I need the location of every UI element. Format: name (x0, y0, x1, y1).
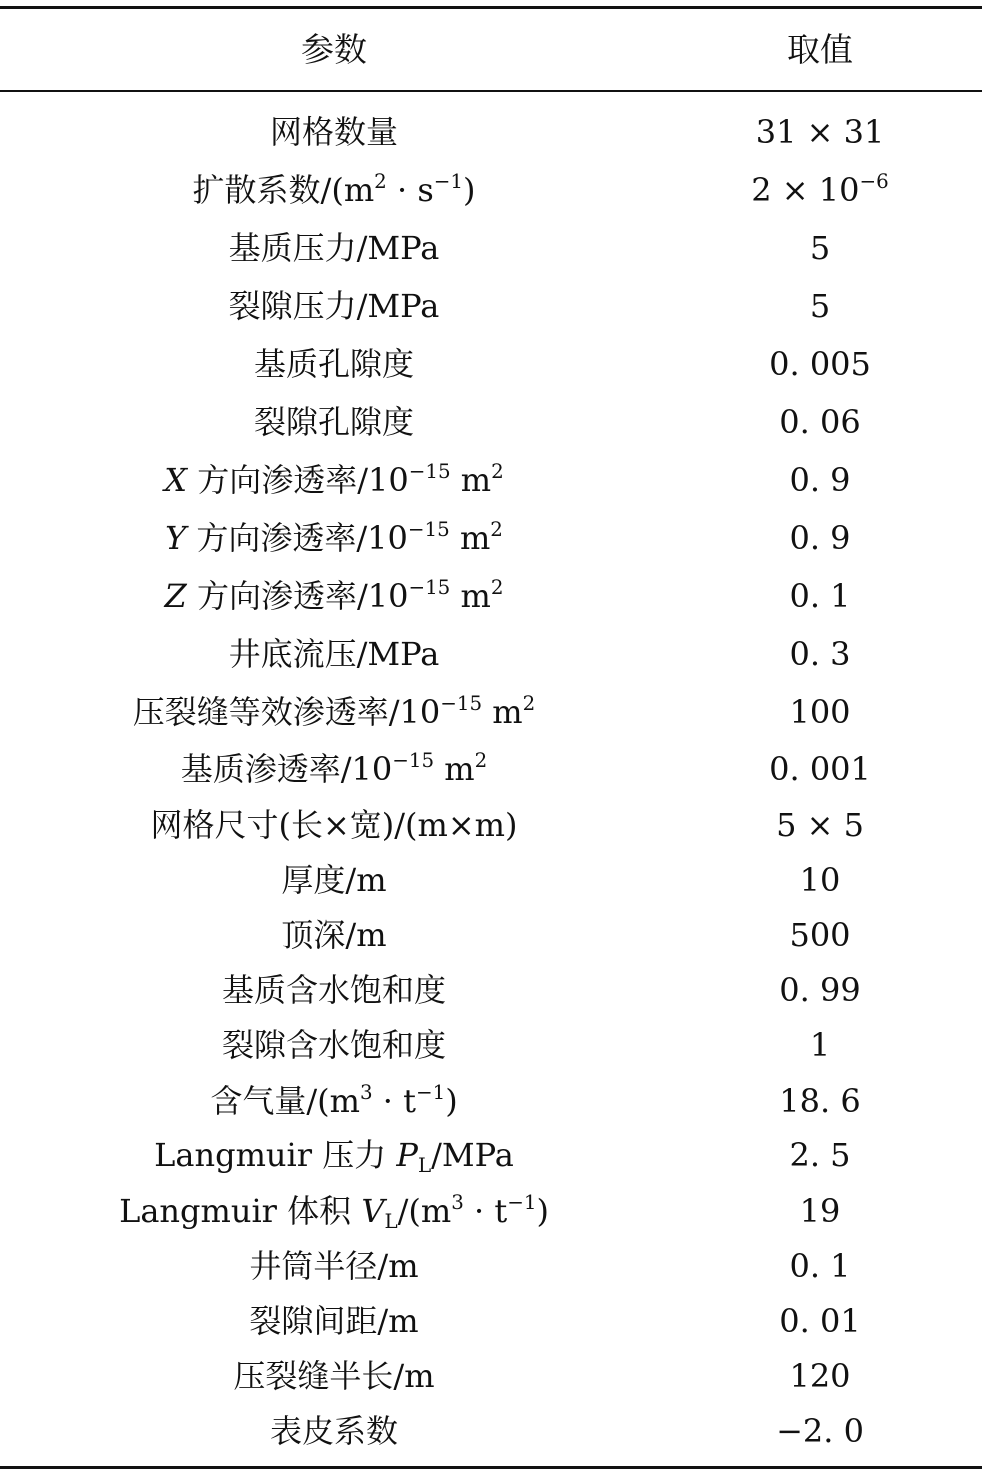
row-1-param-pre: 扩散系数/(m (192, 171, 375, 209)
row-18-value: 2. 5 (789, 1136, 851, 1174)
row-17-param (60, 1081, 608, 1121)
row-6-param-sup2: 2 (491, 460, 504, 484)
row-17-param-sup1: 3 (359, 1081, 373, 1105)
row-1-value-sup: −6 (859, 170, 889, 194)
row-6-param-var: X (164, 461, 188, 499)
header-value: 取值 (787, 30, 853, 69)
row-18-param (60, 1135, 608, 1175)
row-4-value: 0. 005 (769, 345, 871, 383)
row-19-param-var: V (361, 1192, 385, 1230)
row-17-param-mid: · t (372, 1082, 416, 1120)
row-19-value: 19 (799, 1192, 841, 1230)
row-10-param-pre: 压裂缝等效渗透率/10 (132, 693, 441, 731)
row-13-param: 厚度/m (281, 861, 387, 899)
row-7-param-mid: m (449, 519, 491, 557)
row-3-value: 5 (809, 287, 831, 325)
row-8-param-sup2: 2 (490, 576, 504, 600)
row-12-value: 5 × 5 (776, 806, 864, 844)
row-8-param-mid: m (450, 577, 491, 615)
row-16-value: 1 (809, 1026, 831, 1064)
row-0-value: 31 × 31 (755, 113, 885, 151)
row-15-param: 基质含水饱和度 (221, 971, 446, 1009)
row-3-param: 裂隙压力/MPa (228, 287, 440, 325)
row-11-param (60, 749, 608, 789)
row-13-value: 10 (799, 861, 841, 899)
row-1-param (60, 170, 608, 210)
row-15-value: 0. 99 (779, 971, 861, 1009)
row-8-param-sup1: −15 (408, 576, 451, 600)
header-param: 参数 (301, 30, 367, 69)
table-header-rule (0, 90, 982, 92)
row-10-value: 100 (789, 693, 851, 731)
row-2-value: 5 (809, 229, 831, 267)
row-8-param-pre: 方向渗透率/10 (186, 577, 409, 615)
table-bottom-rule (0, 1466, 982, 1469)
row-7-param-var: Y (165, 519, 187, 557)
row-8-value: 0. 1 (789, 577, 851, 615)
row-1-param-sup1: 2 (374, 170, 387, 194)
row-5-value: 0. 06 (779, 403, 861, 441)
row-9-param: 井底流压/MPa (228, 635, 440, 673)
row-10-param-mid: m (482, 693, 523, 731)
row-17-param-post: ) (445, 1082, 458, 1120)
row-17-value: 18. 6 (779, 1082, 861, 1120)
row-5-param: 裂隙孔隙度 (253, 403, 414, 441)
row-6-value: 0. 9 (789, 461, 851, 499)
row-20-param: 井筒半径/m (249, 1247, 419, 1285)
row-11-param-sup1: −15 (392, 749, 435, 773)
row-7-param-pre: 方向渗透率/10 (186, 519, 408, 557)
row-21-value: 0. 01 (779, 1302, 861, 1340)
row-9-value: 0. 3 (789, 635, 851, 673)
row-6-param-sup1: −15 (408, 460, 451, 484)
row-12-param: 网格尺寸(长×宽)/(m×m) (150, 806, 518, 844)
row-6-param-mid: m (450, 461, 492, 499)
row-19-param (60, 1191, 608, 1231)
row-7-value: 0. 9 (789, 519, 851, 557)
row-11-value: 0. 001 (769, 750, 871, 788)
row-4-param: 基质孔隙度 (253, 345, 414, 383)
row-17-param-sup2: −1 (415, 1081, 446, 1105)
row-19-param-sup1: 3 (451, 1191, 464, 1215)
row-14-param: 顶深/m (281, 916, 387, 954)
row-1-param-sup2: −1 (433, 170, 463, 194)
row-16-param: 裂隙含水饱和度 (221, 1026, 446, 1064)
row-10-param-sup1: −15 (440, 692, 483, 716)
row-18-param-post: /MPa (431, 1136, 514, 1174)
row-10-param-sup2: 2 (522, 692, 536, 716)
row-6-param-pre: 方向渗透率/10 (187, 461, 409, 499)
row-7-param-sup1: −15 (407, 518, 450, 542)
row-19-param-post: ) (536, 1192, 549, 1230)
row-22-value: 120 (789, 1357, 851, 1395)
row-14-value: 500 (789, 916, 851, 954)
row-19-param-sub: L (384, 1209, 398, 1233)
row-19-param-pre: Langmuir 体积 (119, 1192, 362, 1230)
row-2-param: 基质压力/MPa (228, 229, 440, 267)
row-19-param-mid: /(m (397, 1192, 452, 1230)
row-11-param-sup2: 2 (474, 749, 488, 773)
row-1-param-mid: · s (386, 171, 434, 209)
row-21-param: 裂隙间距/m (249, 1302, 419, 1340)
row-18-param-var: P (396, 1136, 418, 1174)
row-20-value: 0. 1 (789, 1247, 851, 1285)
row-7-param (60, 518, 608, 558)
row-18-param-sub: L (417, 1153, 432, 1177)
row-1-param-post: ) (462, 171, 476, 209)
row-10-param (60, 692, 608, 732)
row-23-value: −2. 0 (776, 1412, 864, 1450)
row-0-param: 网格数量 (269, 113, 398, 151)
row-19-param-mid2: · t (463, 1192, 508, 1230)
row-22-param: 压裂缝半长/m (233, 1357, 435, 1395)
row-1-value-base: 2 × 10 (751, 171, 860, 209)
row-8-param-var: Z (164, 577, 187, 615)
row-11-param-mid: m (434, 750, 475, 788)
table-top-rule (0, 6, 982, 9)
row-23-param: 表皮系数 (269, 1412, 398, 1450)
row-8-param (60, 576, 608, 616)
row-19-param-sup2: −1 (507, 1191, 537, 1215)
row-11-param-pre: 基质渗透率/10 (180, 750, 393, 788)
row-6-param (60, 460, 608, 500)
row-1-value (720, 170, 920, 210)
row-17-param-pre: 含气量/(m (210, 1082, 360, 1120)
row-18-param-pre: Langmuir 压力 (154, 1136, 397, 1174)
row-7-param-sup2: 2 (490, 518, 503, 542)
